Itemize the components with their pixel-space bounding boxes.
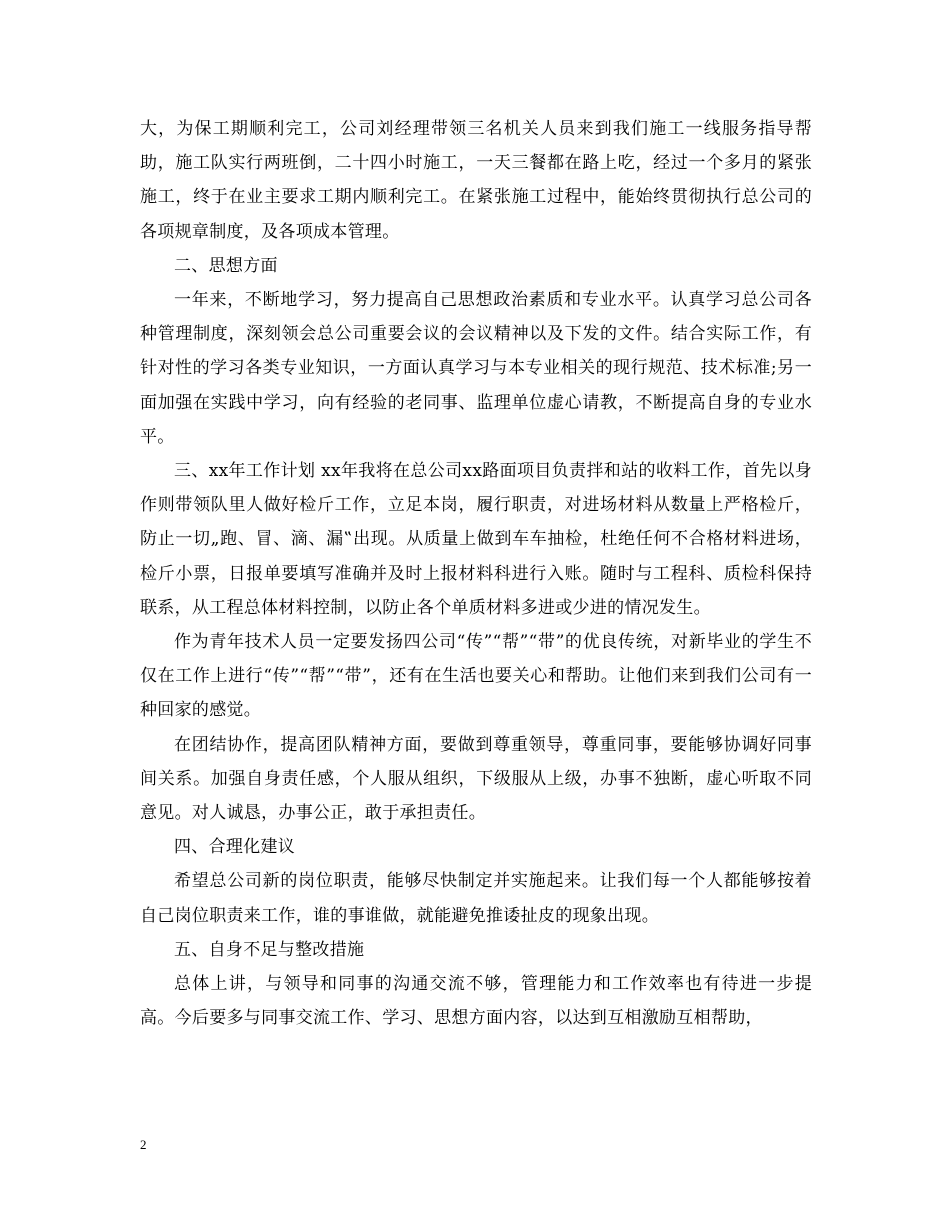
paragraph-mentoring: 作为青年技术人员一定要发扬四公司“传”“帮”“带”的优良传统，对新毕业的学生不仅在工作上进行“传”“帮”“带”，还有在生活也要关心和帮助。让他们来到我们公司有一种回家的感觉。 [140, 632, 812, 721]
paragraph-ideology: 一年来，不断地学习，努力提高自己思想政治素质和专业水平。认真学习总公司各种管理制度，深刻领会总公司重要会议的会议精神以及下发的文件。结合实际工作，有针对性的学习各类专业知识，一方面认真学习与本专业相关的现行规范、技术标准;另一面加强在实践中学习，向有经验的老同事、监理单位虚心请教，不断提高自身的专业水平。 [140, 290, 812, 447]
paragraph-shortcomings: 总体上讲，与领导和同事的沟通交流不够，管理能力和工作效率也有待进一步提高。今后要多与同事交流工作、学习、思想方面内容，以达到互相激励互相帮助， [140, 974, 812, 1029]
heading-ideology: 二、思想方面 [174, 255, 278, 276]
paragraph-suggestions: 希望总公司新的岗位职责，能够尽快制定并实施起来。让我们每一个人都能够按着自己岗位职责来工作，谁的事谁做，就能避免推诿扯皮的现象出现。 [140, 871, 812, 926]
paragraph-teamwork: 在团结协作，提高团队精神方面，要做到尊重领导，尊重同事，要能够协调好同事间关系。加强自身责任感，个人服从组织，下级服从上级，办事不独断，虚心听取不同意见。对人诚恳，办事公正，敢于承担责任。 [140, 734, 812, 824]
heading-shortcomings: 五、自身不足与整改措施 [174, 939, 365, 960]
page-number: 2 [140, 1137, 147, 1152]
document-body [140, 112, 812, 1035]
paragraph-work-plan: 三、xx年工作计划 xx年我将在总公司xx路面项目负责拌和站的收料工作，首先以身作则带领队里人做好检斤工作，立足本岗，履行职责，对进场材料从数量上严格检斤，防止一切„跑、冒、滴、漏‟出现。从质量上做到车车抽检，杜绝任何不合格材料进场，检斤小票，日报单要填写准确并及时上报材料科进行入账。随时与工程科、质检科保持联系，从工程总体材料控制，以防止各个单质材料多进或少进的情况发生。 [140, 461, 812, 618]
paragraph-continued-work-summary: 大，为保工期顺利完工，公司刘经理带领三名机关人员来到我们施工一线服务指导帮助，施工队实行两班倒，二十四小时施工，一天三餐都在路上吃，经过一个多月的紧张施工，终于在业主要求工期内顺利完工。在紧张施工过程中，能始终贯彻执行总公司的各项规章制度，及各项成本管理。 [140, 119, 812, 242]
heading-suggestions: 四、合理化建议 [174, 837, 296, 858]
